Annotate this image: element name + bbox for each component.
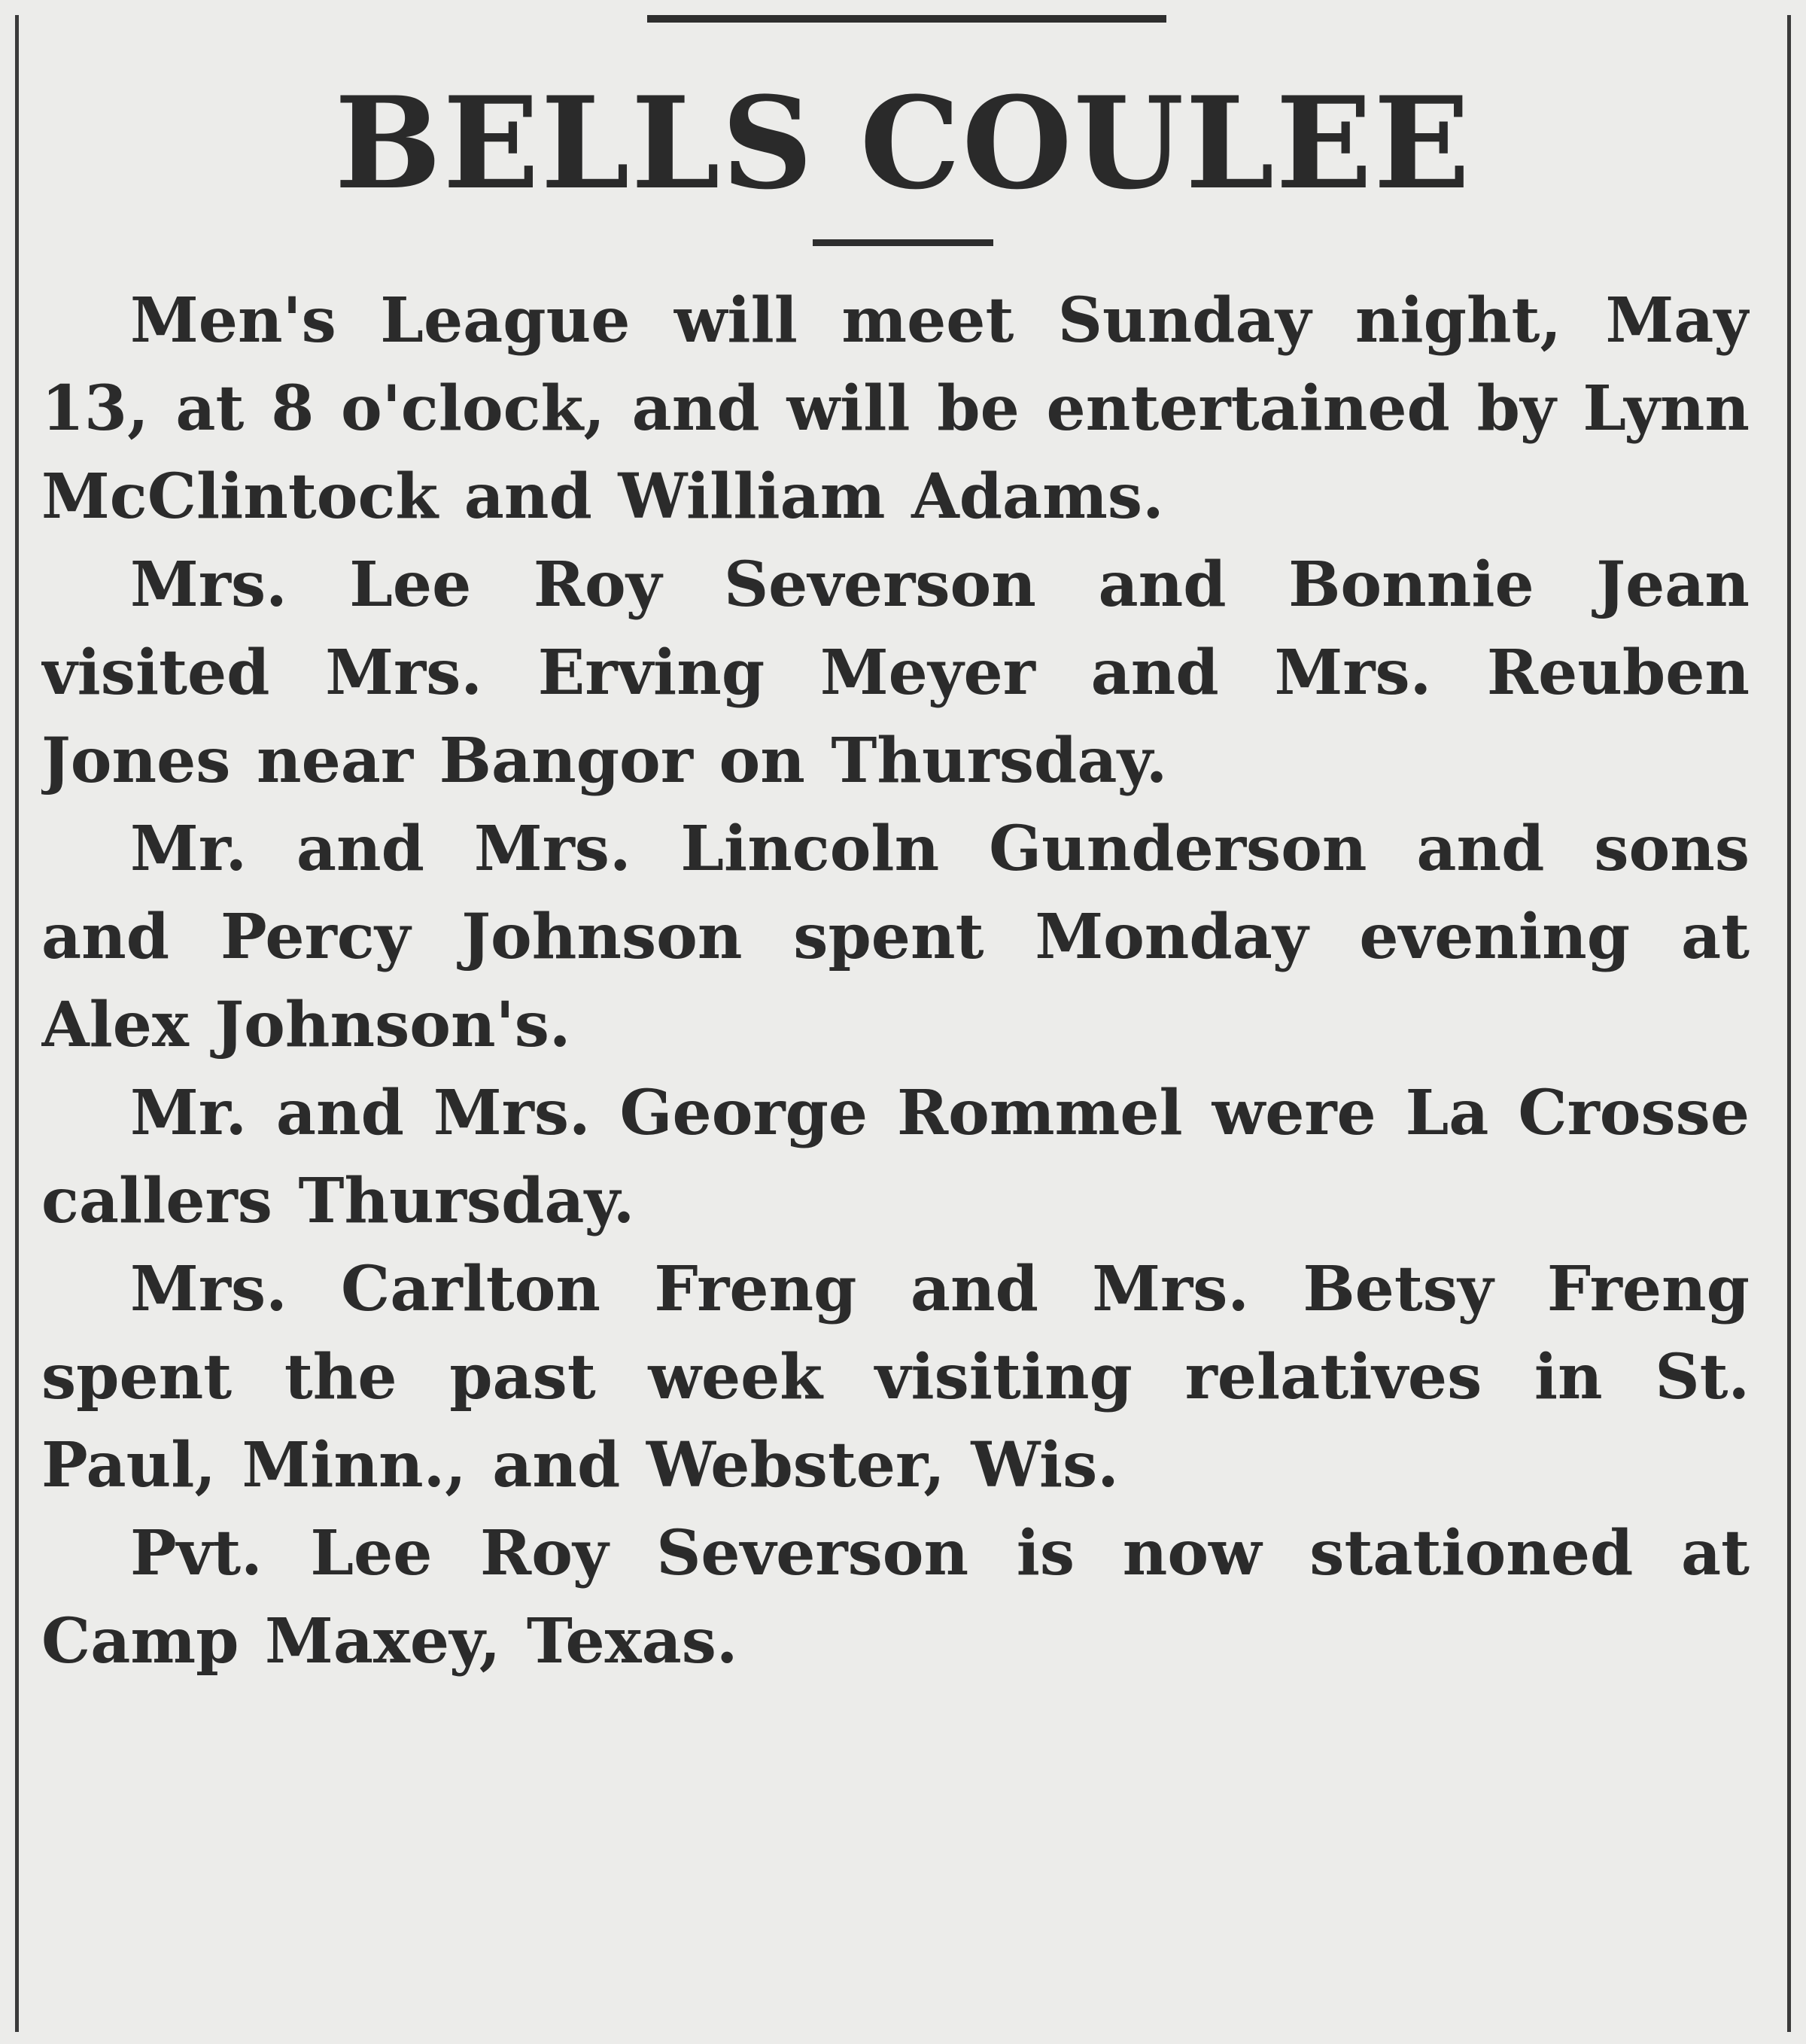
news-item: Men's League will meet Sunday night, May 13, at 8 o'clock, and will be entertained by Lynn McClintock and William Adams. (41, 284, 1750, 533)
article-body (41, 277, 1750, 2044)
news-item: Pvt. Lee Roy Severson is now stationed at Camp Maxey, Texas. (41, 1517, 1750, 1677)
news-item: Mrs. Lee Roy Severson and Bonnie Jean visited Mrs. Erving Meyer and Mrs. Reuben Jones near Bangor on Thursday. (41, 549, 1750, 797)
top-rule (647, 15, 1166, 23)
column-rule-right (1787, 15, 1791, 2032)
column-rule-left (15, 15, 19, 2032)
news-item: Mr. and Mrs. Lincoln Gunderson and sons and Percy Johnson spent Monday evening at Alex Johnson's. (41, 813, 1750, 1061)
headline-rule (813, 239, 993, 246)
news-item: Mr. and Mrs. George Rommel were La Crosse callers Thursday. (41, 1077, 1750, 1237)
news-item: Mrs. Carlton Freng and Mrs. Betsy Freng spent the past week visiting relatives in St. Paul, Minn., and Webster, Wis. (41, 1253, 1750, 1501)
headline: BELLS COULEE (334, 68, 1472, 217)
